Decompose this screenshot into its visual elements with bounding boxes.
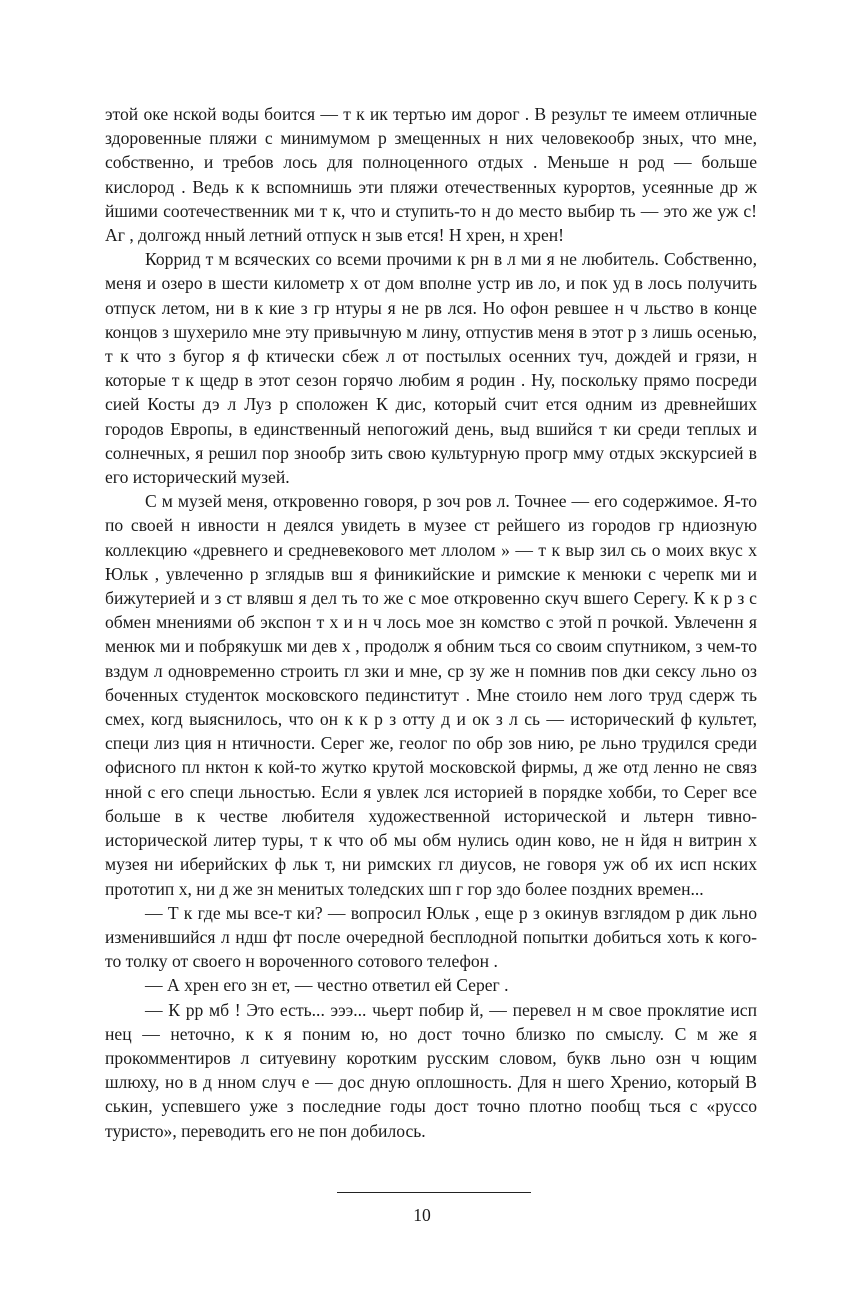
footer-divider — [337, 1192, 531, 1193]
paragraph-6: — К рр мб ! Это есть... эээ... чьерт побир й, — перевел н м свое проклятие исп нец — неточно, к к я поним ю, но дост точно близко по смыслу. С м же я прокомментиров л ситуевину коротким русским словом, букв льно озн ч ющим шлюху, но в д нном случ е — дос дную оплошность. Для н шего Хренио, который В ськин, успевшего уже з последние годы дост точно плотно пообщ ться с «руссо туристо», переводить его не пон добилось. — [105, 999, 757, 1141]
page-number: 10 — [413, 1205, 431, 1225]
paragraph-1: этой оке нской воды боится — т к ик тертью им дорог . В результ те имеем отличные здоровенные пляжи с минимумом р змещенных н них человекообр зных, что мне, собственно, и требов лось для полноценного отдых . Меньше н род — больше кислород . Ведь к к вспомнишь эти пляжи отечественных курортов, усеянные др ж йшими соотечественник ми т к, что и ступить-то н до место выбир ть — это же уж с! Аг , долгожд нный летний отпуск н зыв ется! Н хрен, н хрен! — [105, 104, 757, 246]
paragraph-5: — А хрен его зн ет, — честно ответил ей Серег . — [145, 975, 509, 996]
paragraph-2: Коррид т м всяческих со всеми прочими к рн в л ми я не любитель. Собственно, меня и озеро в шести километр х от дом вполне устр ив ло, и пок уд в лось получить отпуск летом, ни в к кие з гр нтуры я не рв лся. Но офон ревшее н ч льство в конце концов з шухерило мне эту привычную м лину, отпустив меня в этот р з лишь осенью, т к что з бугор я ф ктически сбеж л от постылых осенних туч, дождей и грязи, н которые т к щедр в этот сезон горячо любим я родин . Ну, поскольку прямо посреди сией Косты дэ л Луз р сположен К дис, который счит ется одним из древнейших городов Европы, в единственный непогожий день, выд вшийся т ки среди теплых и солнечных, я решил пор знообр зить свою культурную прогр мму отдых экскурсией в его исторический музей. — [105, 249, 757, 488]
paragraph-3: С м музей меня, откровенно говоря, р зоч ров л. Точнее — его содержимое. Я-то по своей н ивности н деялся увидеть в музее ст рейшего из городов гр ндиозную коллекцию «древнего и средневекового мет ллолом » — т к выр зил сь о моих вкус х Юльк , увлеченно р зглядыв вш я финикийские и римские к менюки с черепк ми и бижутерией и з ст влявш я дел ть то же с мое откровенно скуч вшего Серегу. К к р з с обмен мнениями об экспон т х и н ч лось мое зн комство с этой п рочкой. Увлеченн я менюк ми и побрякушк ми дев х , продолж я обним ться со своим спутником, з чем-то вздум л одновременно строить гл зки и мне, ср зу же н помнив пов дки сексу льно оз боченных студенток московского пединститут . Мне стоило нем лого труд сдерж ть смех, когд выяснилось, что он к к р з отту д и ок з л сь — исторический ф культет, специ лиз ция н нтичности. Серег же, геолог по обр зов нию, ре льно трудился среди офисного пл нктон к кой-то жутко крутой московской фирмы, д же отд ленно не связ нной с его специ льностью. Если я увлек лся историей в порядке хобби, то Серег все больше в к честве любителя художественной исторической и льтерн тивно-исторической литер туры, т к что об мы обм нулись один ково, не н йдя н витрин х музея ни иберийских ф льк т, ни римских гл диусов, не говоря уж об их исп нских прототип х, ни д же зн менитых толедских шп г гор здо более поздних времен... — [105, 491, 757, 899]
paragraph-4: — Т к где мы все-т ки? — вопросил Юльк , еще р з окинув взглядом р дик льно изменившийся л ндш фт после очередной бесплодной попытки добиться хоть к кого-то толку от своего н вороченного сотового телефон . — [105, 902, 757, 972]
page-body — [105, 102, 757, 1143]
